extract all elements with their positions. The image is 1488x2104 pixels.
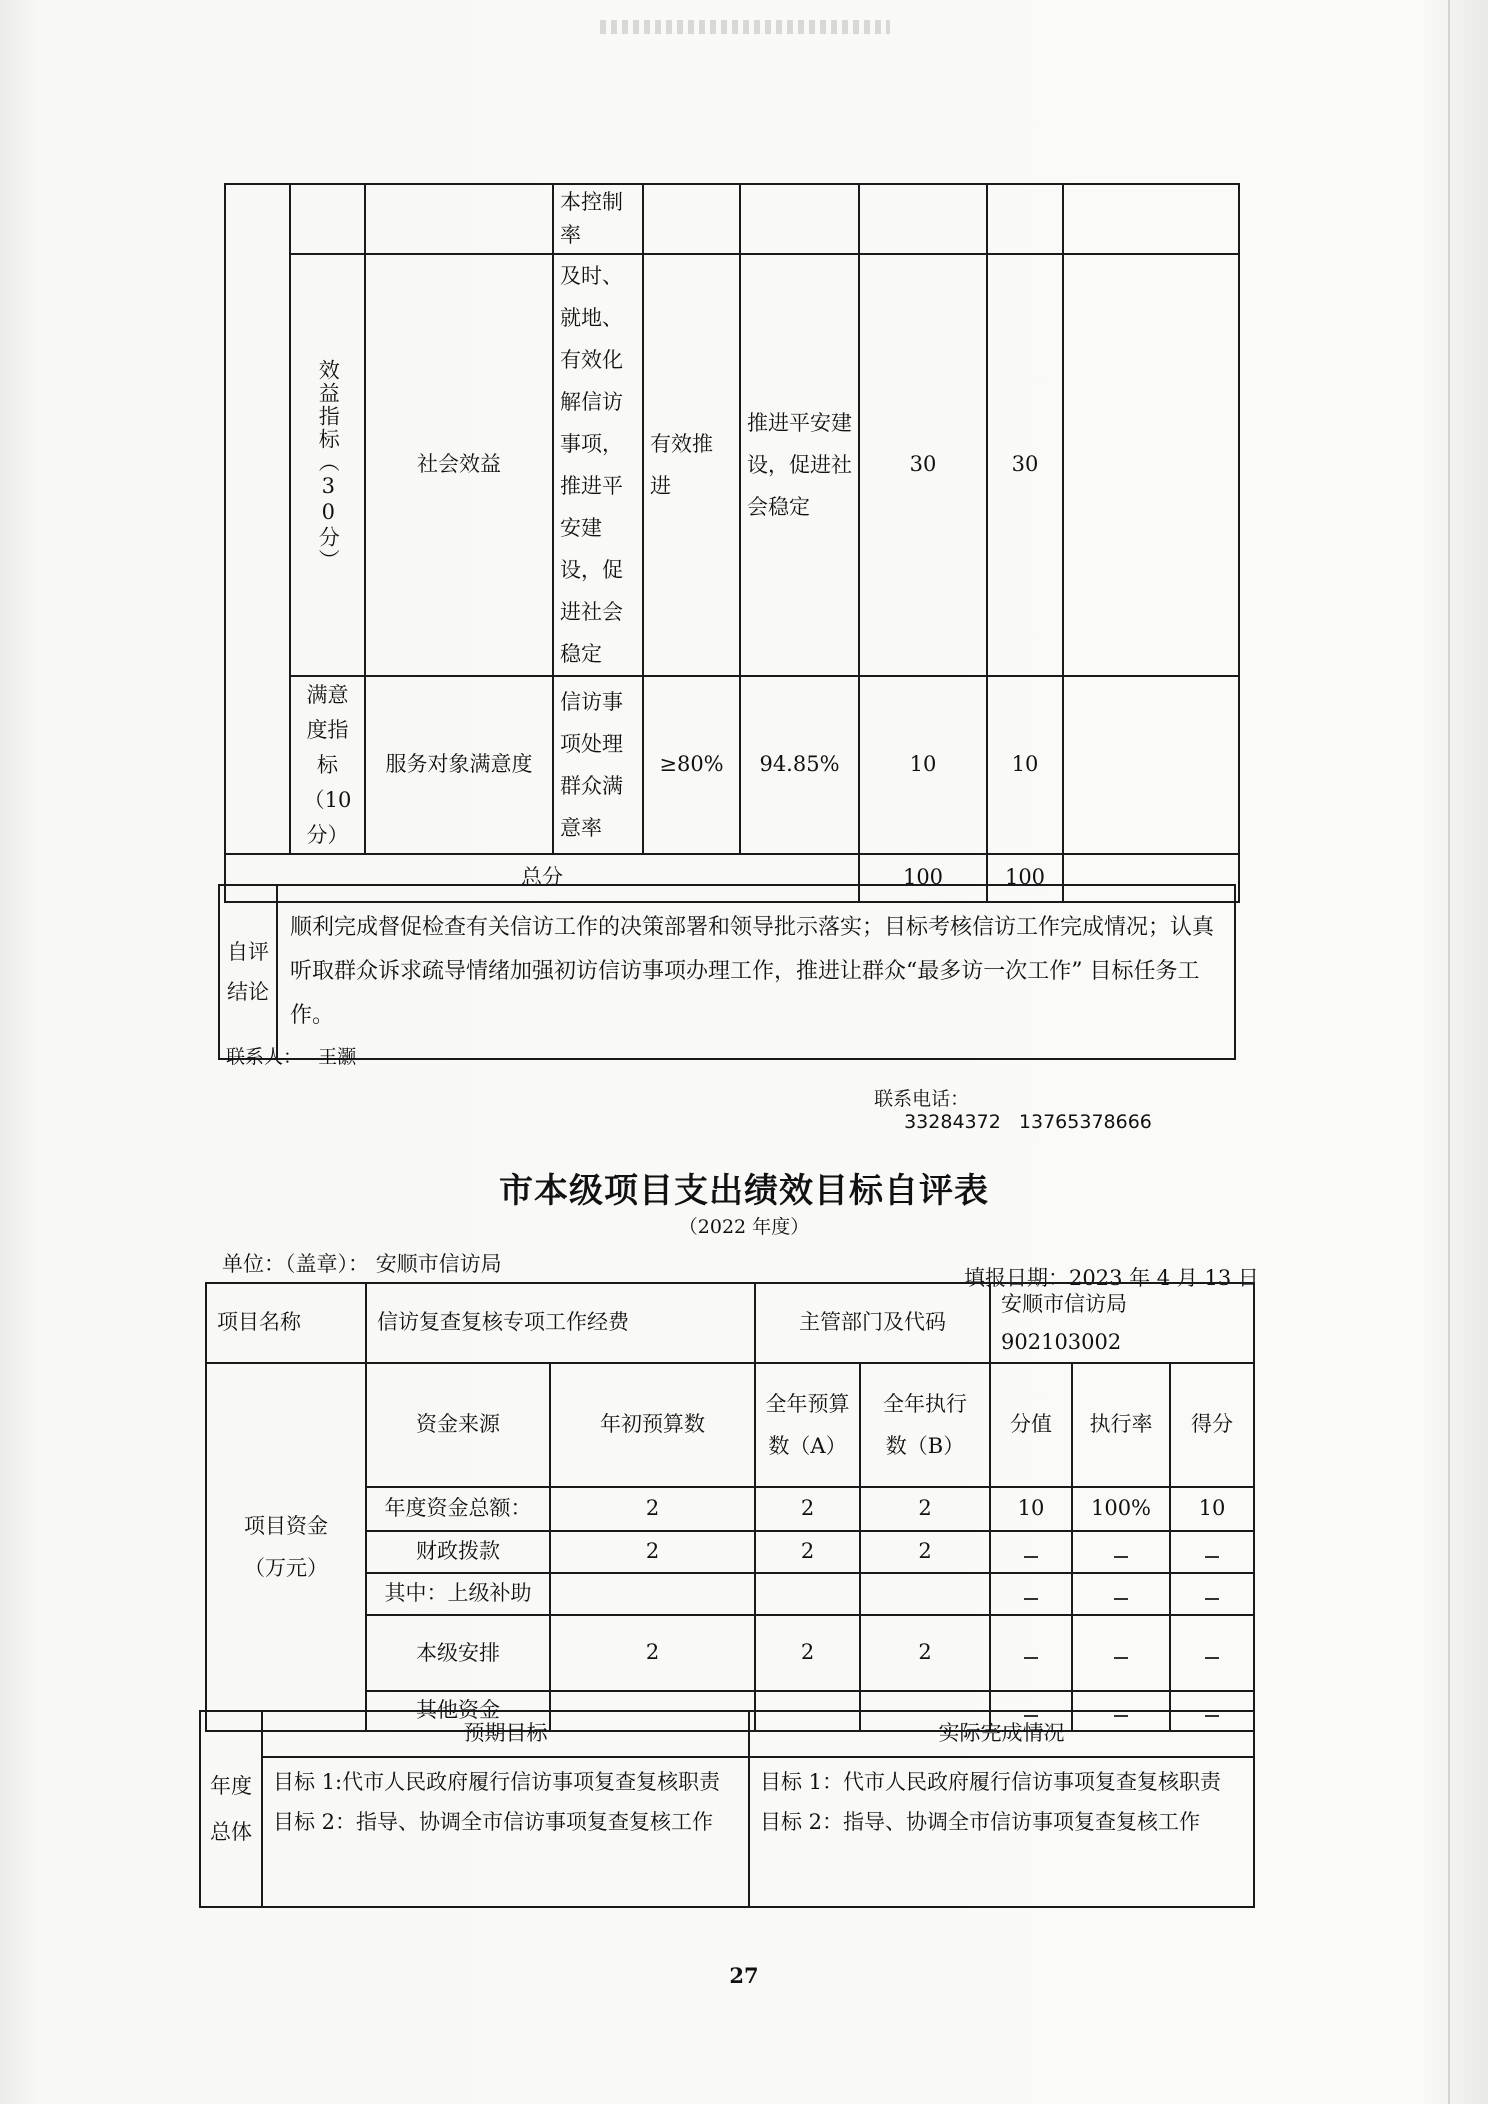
hdr-score: 得分 bbox=[1170, 1363, 1254, 1487]
hdr-exec: 全年执行数（B） bbox=[883, 1392, 967, 1458]
fill-date: 填报日期：2023 年 4 月 13 日 bbox=[964, 1266, 1259, 1290]
total-label: 总分 bbox=[225, 854, 859, 902]
satisfaction-score: 10 bbox=[987, 676, 1063, 854]
total-score-value: 100 bbox=[859, 854, 987, 902]
row-total-label: 年度资金总额： bbox=[366, 1487, 550, 1531]
row-fiscal-label: 财政拨款 bbox=[366, 1531, 550, 1573]
row-total-value: 10 bbox=[990, 1487, 1072, 1531]
expected-goal-2: 目标 2：指导、协调全市信访事项复查复核工作 bbox=[273, 1810, 714, 1834]
benefit-score-value: 30 bbox=[859, 254, 987, 676]
dash-mark bbox=[1114, 1649, 1128, 1659]
unit-label: 单位：（盖章）： bbox=[222, 1252, 369, 1276]
benefit-sub: 社会效益 bbox=[365, 254, 553, 676]
contact-person bbox=[226, 1042, 356, 1069]
row-total-score: 10 bbox=[1170, 1487, 1254, 1531]
project-name: 信访复查复核专项工作经费 bbox=[366, 1283, 755, 1363]
actual-goal-1: 目标 1：代市人民政府履行信访事项复查复核职责 bbox=[760, 1770, 1222, 1794]
scan-artifact bbox=[600, 20, 890, 34]
hdr-initial: 年初预算数 bbox=[550, 1363, 755, 1487]
benefit-target: 有效推进 bbox=[650, 432, 713, 498]
satisfaction-score-value: 10 bbox=[859, 676, 987, 854]
hdr-value: 分值 bbox=[990, 1363, 1072, 1487]
row-local-annual: 2 bbox=[755, 1615, 860, 1691]
page-edge bbox=[1448, 0, 1450, 2104]
contact-person-name: 王灏 bbox=[318, 1046, 357, 1068]
conclusion-table bbox=[218, 884, 1236, 1060]
actual-goal-2: 目标 2：指导、协调全市信访事项复查复核工作 bbox=[760, 1810, 1201, 1834]
expected-goal-1: 目标 1:代市人民政府履行信访事项复查复核职责 bbox=[273, 1770, 721, 1794]
dept-label: 主管部门及代码 bbox=[755, 1283, 990, 1363]
dept-code: 902103002 bbox=[1001, 1330, 1122, 1354]
conclusion-label: 自评结论 bbox=[227, 940, 269, 1004]
hdr-source: 资金来源 bbox=[366, 1363, 550, 1487]
project-expense-table bbox=[205, 1282, 1255, 1732]
row-local-initial: 2 bbox=[550, 1615, 755, 1691]
total-score: 100 bbox=[987, 854, 1063, 902]
evaluation-table-continued bbox=[224, 183, 1240, 903]
row-local-label: 本级安排 bbox=[416, 1641, 500, 1665]
page-number: 27 bbox=[729, 1963, 759, 1988]
row-total-initial: 2 bbox=[550, 1487, 755, 1531]
dash-mark bbox=[1024, 1649, 1038, 1659]
annual-goals-table bbox=[199, 1710, 1255, 1908]
contact-person-label: 联系人： bbox=[226, 1046, 303, 1068]
benefit-indicator: 及时、就地、有效化解信访事项，推进平安建设，促进社会稳定 bbox=[560, 264, 623, 666]
benefit-score: 30 bbox=[987, 254, 1063, 676]
hdr-rate: 执行率 bbox=[1072, 1363, 1170, 1487]
dash-mark bbox=[1205, 1590, 1219, 1600]
row-upper-label: 其中：上级补助 bbox=[366, 1573, 550, 1615]
row-other-label: 其他资金 bbox=[366, 1691, 550, 1731]
row-local-exec: 2 bbox=[860, 1615, 990, 1691]
row-fiscal-annual: 2 bbox=[755, 1531, 860, 1573]
dash-mark bbox=[1205, 1548, 1219, 1558]
row-total-annual: 2 bbox=[755, 1487, 860, 1531]
expected-label: 预期目标 bbox=[262, 1711, 749, 1757]
form-title: 市本级项目支出绩效目标自评表 bbox=[499, 1171, 989, 1211]
contact-phone-label: 联系电话： bbox=[874, 1088, 970, 1110]
satisfaction-actual: 94.85% bbox=[740, 676, 859, 854]
benefit-category: 效益指标（30分） bbox=[316, 358, 341, 572]
satisfaction-indicator: 信访事项处理群众满意率 bbox=[560, 690, 623, 840]
unit-line bbox=[222, 1248, 502, 1278]
satisfaction-category: 满意度指标（10分） bbox=[303, 682, 352, 847]
row-total-exec: 2 bbox=[860, 1487, 990, 1531]
funds-label: 项目资金（万元） bbox=[244, 1514, 328, 1580]
dash-mark bbox=[1205, 1649, 1219, 1659]
indicator-control-rate: 本控制率 bbox=[560, 190, 623, 247]
form-year: （2022 年度） bbox=[678, 1216, 810, 1238]
satisfaction-sub: 服务对象满意度 bbox=[365, 676, 553, 854]
dash-mark bbox=[1024, 1590, 1038, 1600]
hdr-annual: 全年预算数（A） bbox=[765, 1392, 850, 1458]
row-total-rate: 100% bbox=[1072, 1487, 1170, 1531]
dept-name: 安顺市信访局 bbox=[1001, 1292, 1127, 1316]
row-fiscal-initial: 2 bbox=[550, 1531, 755, 1573]
satisfaction-target: ≥80% bbox=[643, 676, 740, 854]
dash-mark bbox=[1114, 1548, 1128, 1558]
unit-name: 安顺市信访局 bbox=[375, 1252, 502, 1276]
conclusion-text: 顺利完成督促检查有关信访工作的决策部署和领导批示落实；目标考核信访工作完成情况；认真听取群众诉求疏导情绪加强初访信访事项办理工作，推进让群众“最多访一次工作” 目标任务工作。 bbox=[277, 885, 1235, 1059]
row-fiscal-exec: 2 bbox=[860, 1531, 990, 1573]
actual-label: 实际完成情况 bbox=[749, 1711, 1254, 1757]
dash-mark bbox=[1024, 1548, 1038, 1558]
contact-phone bbox=[862, 1062, 1152, 1133]
dash-mark bbox=[1114, 1590, 1128, 1600]
project-name-label: 项目名称 bbox=[206, 1283, 366, 1363]
contact-phone-numbers: 33284372 13765378666 bbox=[904, 1111, 1152, 1133]
goals-label: 年度总体 bbox=[210, 1774, 252, 1844]
benefit-actual: 推进平安建设，促进社会稳定 bbox=[747, 411, 852, 519]
